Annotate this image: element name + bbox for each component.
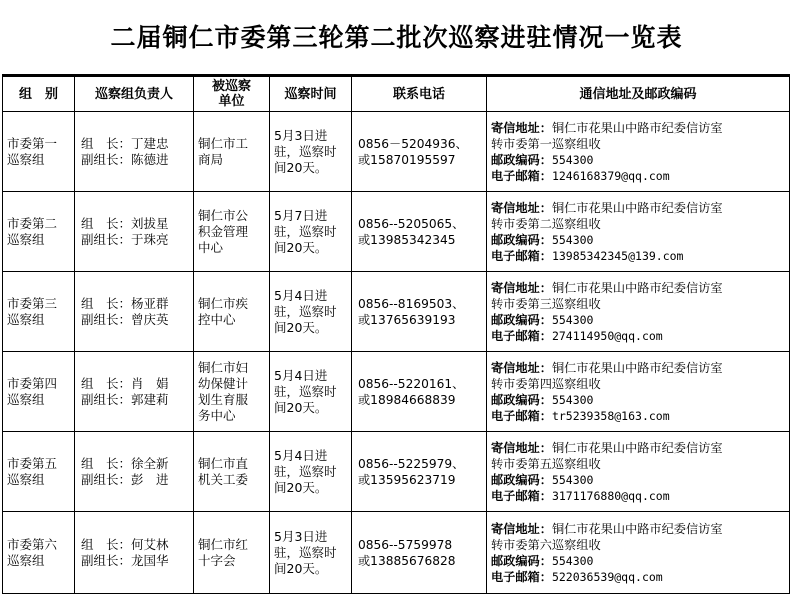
unit-cell bbox=[194, 432, 270, 512]
time-cell bbox=[270, 192, 352, 272]
unit-cell bbox=[194, 352, 270, 432]
mail-address-label: 寄信地址： bbox=[491, 440, 552, 455]
group-name: 市委第二巡察组 bbox=[7, 215, 58, 247]
postcode-value: 554300 bbox=[551, 392, 594, 407]
deputy-leader-name: 副组长：龙国华 bbox=[81, 552, 169, 568]
group-cell bbox=[3, 432, 75, 512]
mail-address-continued: 转市委第一巡察组收 bbox=[491, 136, 601, 151]
address-cell bbox=[487, 352, 790, 432]
mail-address-value: 铜仁市花果山中路市纪委信访室 bbox=[551, 440, 723, 455]
mail-address-label: 寄信地址： bbox=[491, 120, 552, 135]
header-address: 通信地址及邮政编码 bbox=[487, 77, 790, 112]
mail-address-continued: 转市委第六巡察组收 bbox=[491, 537, 601, 552]
phone-cell bbox=[352, 432, 487, 512]
table-row bbox=[3, 432, 790, 512]
email-label: 电子邮箱： bbox=[491, 168, 552, 183]
postcode-label: 邮政编码： bbox=[491, 152, 552, 167]
phone-number: 0856－5204936、 bbox=[358, 136, 468, 151]
address-cell bbox=[487, 512, 790, 594]
unit-cell bbox=[194, 112, 270, 192]
email-link[interactable]: tr5239358@163.com bbox=[551, 408, 670, 423]
group-name: 市委第四巡察组 bbox=[7, 375, 58, 407]
postcode-label: 邮政编码： bbox=[491, 392, 552, 407]
group-name: 市委第六巡察组 bbox=[7, 536, 58, 568]
postcode-line bbox=[491, 472, 786, 488]
inspection-time: 5月4日进驻，巡察时间20天。 bbox=[274, 287, 337, 335]
leader-name: 组 长：徐全新 bbox=[81, 455, 169, 471]
mail-address-line bbox=[491, 280, 786, 296]
phone-number: 0856--5220161、 bbox=[358, 376, 465, 391]
header-time: 巡察时间 bbox=[270, 77, 352, 112]
mobile-number: 或13985342345 bbox=[358, 232, 456, 247]
mail-address-line bbox=[491, 440, 786, 456]
email-link[interactable]: 1246168379@qq.com bbox=[551, 168, 670, 183]
email-label: 电子邮箱： bbox=[491, 408, 552, 423]
table-row bbox=[3, 512, 790, 594]
phone-cell bbox=[352, 512, 487, 594]
group-name: 市委第三巡察组 bbox=[7, 295, 58, 327]
postcode-value: 554300 bbox=[551, 232, 594, 247]
leader-name: 组 长：肖 娟 bbox=[81, 375, 169, 391]
mobile-number: 或15870195597 bbox=[358, 152, 456, 167]
mail-address-value: 铜仁市花果山中路市纪委信访室 bbox=[551, 120, 723, 135]
email-label: 电子邮箱： bbox=[491, 248, 552, 263]
mail-address-line bbox=[491, 200, 786, 216]
email-link[interactable]: 274114950@qq.com bbox=[551, 328, 663, 343]
group-name: 市委第五巡察组 bbox=[7, 455, 58, 487]
table-row bbox=[3, 192, 790, 272]
phone-number: 0856--5225979、 bbox=[358, 456, 465, 471]
deputy-leader-name: 副组长：郭建莉 bbox=[81, 391, 169, 407]
table-row bbox=[3, 112, 790, 192]
phone-cell bbox=[352, 272, 487, 352]
time-cell bbox=[270, 272, 352, 352]
mail-address-label: 寄信地址： bbox=[491, 280, 552, 295]
leader-cell bbox=[75, 112, 194, 192]
email-line bbox=[491, 168, 786, 184]
table-row bbox=[3, 352, 790, 432]
group-cell bbox=[3, 192, 75, 272]
table-header-row bbox=[3, 77, 790, 112]
phone-number: 0856--5759978 bbox=[358, 537, 453, 552]
mail-address-line bbox=[491, 521, 786, 537]
header-unit: 被巡察单位 bbox=[194, 77, 270, 112]
mail-address-continued: 转市委第二巡察组收 bbox=[491, 216, 601, 231]
inspected-unit: 铜仁市直机关工委 bbox=[198, 455, 249, 487]
postcode-label: 邮政编码： bbox=[491, 553, 552, 568]
mail-address-value: 铜仁市花果山中路市纪委信访室 bbox=[551, 360, 723, 375]
group-cell bbox=[3, 112, 75, 192]
inspection-time: 5月3日进驻，巡察时间20天。 bbox=[274, 127, 337, 175]
leader-cell bbox=[75, 272, 194, 352]
mail-address-label: 寄信地址： bbox=[491, 521, 552, 536]
unit-cell bbox=[194, 512, 270, 594]
mail-address-continued: 转市委第三巡察组收 bbox=[491, 296, 601, 311]
deputy-leader-name: 副组长：陈德进 bbox=[81, 151, 169, 167]
deputy-leader-name: 副组长：彭 进 bbox=[81, 471, 169, 487]
email-line bbox=[491, 248, 786, 264]
email-line bbox=[491, 328, 786, 344]
mail-address-line bbox=[491, 120, 786, 136]
email-link[interactable]: 522036539@qq.com bbox=[551, 569, 663, 584]
leader-name: 组 长：杨亚群 bbox=[81, 295, 169, 311]
postcode-value: 554300 bbox=[551, 553, 594, 568]
mail-address-value: 铜仁市花果山中路市纪委信访室 bbox=[551, 280, 723, 295]
phone-number: 0856--5205065、 bbox=[358, 216, 465, 231]
group-cell bbox=[3, 272, 75, 352]
phone-cell bbox=[352, 112, 487, 192]
phone-cell bbox=[352, 192, 487, 272]
leader-name: 组 长：何艾林 bbox=[81, 536, 169, 552]
time-cell bbox=[270, 352, 352, 432]
inspected-unit: 铜仁市工商局 bbox=[198, 135, 249, 167]
leader-cell bbox=[75, 192, 194, 272]
postcode-line bbox=[491, 232, 786, 248]
mobile-number: 或13765639193 bbox=[358, 312, 456, 327]
time-cell bbox=[270, 112, 352, 192]
leader-name: 组 长：刘拔星 bbox=[81, 215, 169, 231]
postcode-line bbox=[491, 312, 786, 328]
inspection-time: 5月4日进驻，巡察时间20天。 bbox=[274, 367, 337, 415]
inspected-unit: 铜仁市公积金管理中心 bbox=[198, 207, 249, 255]
group-cell bbox=[3, 512, 75, 594]
postcode-label: 邮政编码： bbox=[491, 232, 552, 247]
postcode-label: 邮政编码： bbox=[491, 472, 552, 487]
postcode-value: 554300 bbox=[551, 152, 594, 167]
leader-cell bbox=[75, 432, 194, 512]
header-group: 组 别 bbox=[3, 77, 75, 112]
phone-cell bbox=[352, 352, 487, 432]
mail-address-continued: 转市委第四巡察组收 bbox=[491, 376, 601, 391]
group-cell bbox=[3, 352, 75, 432]
mobile-number: 或13885676828 bbox=[358, 553, 456, 568]
deputy-leader-name: 副组长：曾庆英 bbox=[81, 311, 169, 327]
page-title: 二届铜仁市委第三轮第二批次巡察进驻情况一览表 bbox=[110, 23, 683, 52]
email-link[interactable]: 13985342345@139.com bbox=[551, 248, 684, 263]
email-line bbox=[491, 408, 786, 424]
inspected-unit: 铜仁市妇幼保健计划生育服务中心 bbox=[198, 359, 249, 423]
postcode-line bbox=[491, 152, 786, 168]
table-row bbox=[3, 272, 790, 352]
postcode-value: 554300 bbox=[551, 312, 594, 327]
email-label: 电子邮箱： bbox=[491, 488, 552, 503]
postcode-label: 邮政编码： bbox=[491, 312, 552, 327]
mail-address-value: 铜仁市花果山中路市纪委信访室 bbox=[551, 521, 723, 536]
header-phone: 联系电话 bbox=[352, 77, 487, 112]
postcode-line bbox=[491, 392, 786, 408]
inspected-unit: 铜仁市红十字会 bbox=[198, 536, 249, 568]
postcode-line bbox=[491, 553, 786, 569]
phone-number: 0856--8169503、 bbox=[358, 296, 465, 311]
mail-address-line bbox=[491, 360, 786, 376]
mobile-number: 或18984668839 bbox=[358, 392, 456, 407]
inspection-time: 5月4日进驻，巡察时间20天。 bbox=[274, 447, 337, 495]
leader-cell bbox=[75, 512, 194, 594]
header-leader: 巡察组负责人 bbox=[75, 77, 194, 112]
time-cell bbox=[270, 432, 352, 512]
unit-cell bbox=[194, 272, 270, 352]
mail-address-label: 寄信地址： bbox=[491, 200, 552, 215]
email-label: 电子邮箱： bbox=[491, 328, 552, 343]
inspection-time: 5月3日进驻，巡察时间20天。 bbox=[274, 528, 337, 576]
email-line bbox=[491, 488, 786, 504]
inspection-table bbox=[2, 76, 790, 594]
address-cell bbox=[487, 432, 790, 512]
group-name: 市委第一巡察组 bbox=[7, 135, 58, 167]
postcode-value: 554300 bbox=[551, 472, 594, 487]
mail-address-continued: 转市委第五巡察组收 bbox=[491, 456, 601, 471]
email-label: 电子邮箱： bbox=[491, 569, 552, 584]
mobile-number: 或13595623719 bbox=[358, 472, 456, 487]
deputy-leader-name: 副组长：于珠亮 bbox=[81, 231, 169, 247]
address-cell bbox=[487, 192, 790, 272]
inspected-unit: 铜仁市疾控中心 bbox=[198, 295, 249, 327]
leader-name: 组 长：丁建忠 bbox=[81, 135, 169, 151]
email-line bbox=[491, 569, 786, 585]
mail-address-value: 铜仁市花果山中路市纪委信访室 bbox=[551, 200, 723, 215]
unit-cell bbox=[194, 192, 270, 272]
mail-address-label: 寄信地址： bbox=[491, 360, 552, 375]
leader-cell bbox=[75, 352, 194, 432]
inspection-time: 5月7日进驻，巡察时间20天。 bbox=[274, 207, 337, 255]
email-link[interactable]: 3171176880@qq.com bbox=[551, 488, 670, 503]
address-cell bbox=[487, 272, 790, 352]
time-cell bbox=[270, 512, 352, 594]
address-cell bbox=[487, 112, 790, 192]
